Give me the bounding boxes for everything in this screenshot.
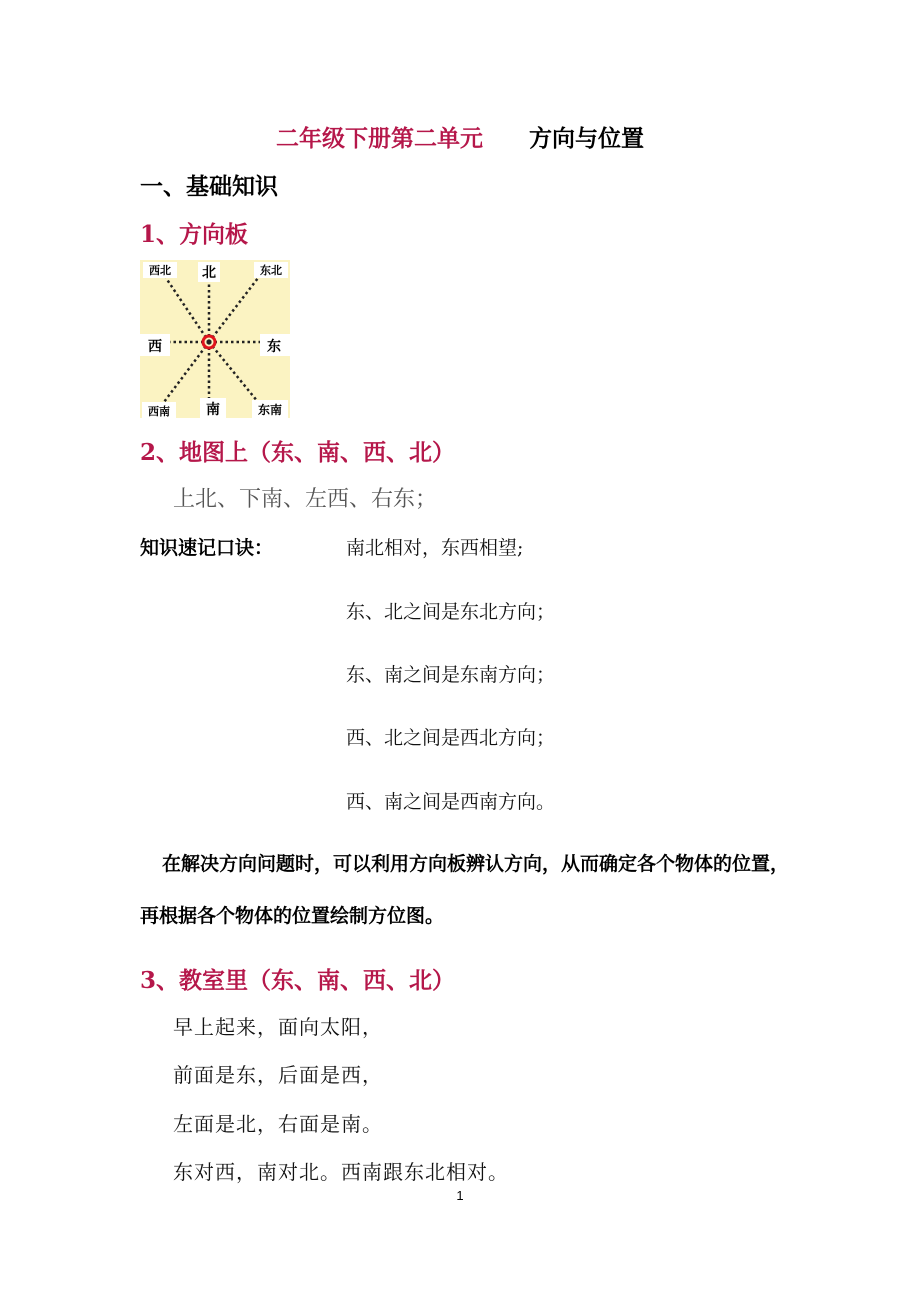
title-topic: 方向与位置 (529, 125, 644, 152)
map-rule-text: 上北、下南、左西、右东； (173, 487, 438, 512)
label-east: 东 (267, 339, 281, 355)
heading-map-directions: 2、地图上（东、南、西、北） (140, 439, 456, 466)
explanation-paragraph (140, 838, 800, 942)
classroom-line: 前面是东，后面是西， (173, 1063, 383, 1087)
classroom-line: 东对西，南对北。西南跟东北相对。 (173, 1160, 509, 1184)
section-heading-basics: 一、基础知识 (140, 173, 278, 200)
classroom-line: 早上起来，面向太阳， (173, 1015, 383, 1039)
heading-classroom-directions: 3、教室里（东、南、西、北） (140, 967, 456, 994)
explanation-text: 在解决方向问题时，可以利用方向板辨认方向，从而确定各个物体的位置，再根据各个物体的位置绘制方位图。 (140, 853, 790, 927)
mnemonic-line: 南北相对，东西相望; (346, 537, 524, 559)
label-southeast: 东南 (257, 403, 283, 417)
mnemonic-line: 西、南之间是西南方向。 (346, 791, 556, 813)
label-north: 北 (202, 265, 216, 281)
mnemonic-line: 东、北之间是东北方向； (346, 601, 556, 623)
direction-board-diagram (140, 260, 290, 418)
mnemonic-line: 西、北之间是西北方向； (346, 727, 556, 749)
label-northwest: 西北 (149, 264, 171, 277)
label-south: 南 (206, 402, 220, 418)
classroom-line: 左面是北，右面是南。 (173, 1112, 383, 1136)
page-number: 1 (456, 1188, 464, 1203)
page-title (0, 120, 920, 153)
heading-direction-board: 1、方向板 (140, 221, 249, 248)
label-northeast: 东北 (260, 264, 282, 277)
label-southwest: 西南 (148, 405, 170, 418)
mnemonic-label: 知识速记口诀： (140, 537, 274, 559)
label-west: 西 (148, 339, 162, 355)
mnemonic-line: 东、南之间是东南方向； (346, 664, 556, 686)
title-unit: 二年级下册第二单元 (276, 125, 483, 152)
